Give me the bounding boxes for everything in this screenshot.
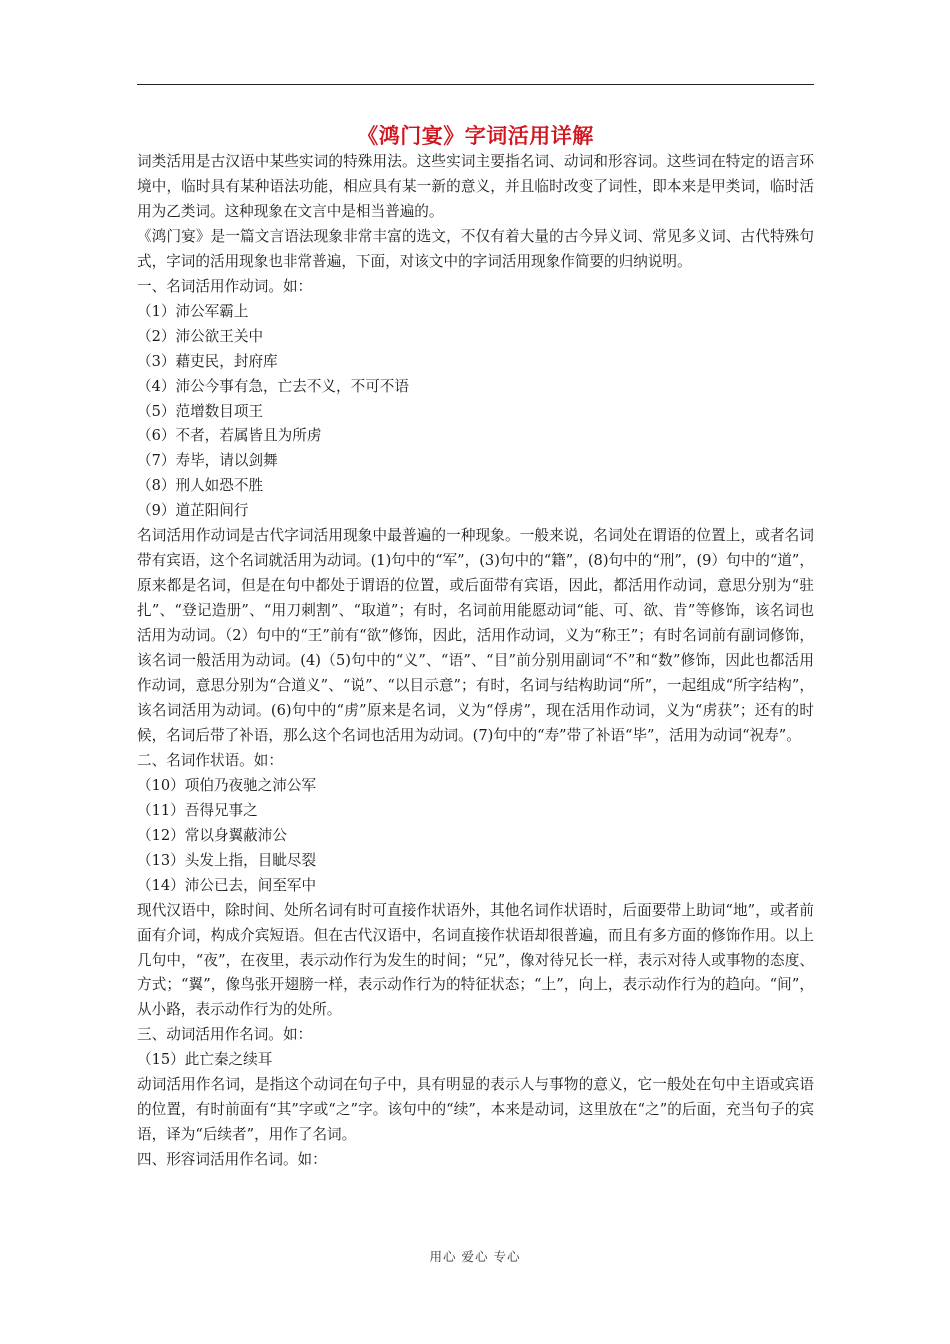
- example-item: （8）刑人如恐不胜: [137, 477, 264, 495]
- example-item: （15）此亡秦之续耳: [137, 1051, 273, 1069]
- example-item: （10）项伯乃夜驰之沛公军: [137, 776, 317, 794]
- example-item: （2）沛公欲王关中: [137, 327, 264, 345]
- example-item: （9）道芷阳间行: [137, 502, 249, 520]
- page-title: 《鸿门宴》字词活用详解: [357, 123, 594, 148]
- example-item: （1）沛公军霸上: [137, 302, 249, 320]
- example-item: （12）常以身翼蔽沛公: [137, 826, 287, 844]
- explanation-paragraph: 现代汉语中，除时间、处所名词有时可直接作状语外，其他名词作状语时，后面要带上助词“地”，或者前面有介词，构成介宾短语。但在古代汉语中，名词直接作状语却很普遍，而且有多方面的修饰作用。以上几句中，“夜”，在夜里，表示动作行为发生的时间；“兄”，像对待兄长一样，表示对待人或事物的态度、方式；“翼”，像鸟张开翅膀一样，表示动作行为的特征状态；“上”，向上，表示动作行为的趋向。“间”，从小路，表示动作行为的处所。: [137, 901, 814, 1019]
- section-heading: 一、名词活用作动词。如：: [137, 277, 313, 295]
- example-item: （4）沛公今事有急，亡去不义，不可不语: [137, 377, 409, 395]
- intro-paragraph: 词类活用是古汉语中某些实词的特殊用法。这些实词主要指名词、动词和形容词。这些词在特定的语言环境中，临时具有某种语法功能，相应具有某一新的意义，并且临时改变了词性，即本来是甲类词，临时活用为乙类词。这种现象在文言中是相当普遍的。: [137, 153, 814, 220]
- example-item: （3）藉吏民，封府库: [137, 352, 278, 370]
- section-heading: 二、名词作状语。如：: [137, 751, 283, 769]
- page-footer: 用心 爱心 专心: [429, 1249, 521, 1264]
- example-item: （6）不者，若属皆且为所虏: [137, 427, 322, 445]
- section-heading: 三、动词活用作名词。如：: [137, 1026, 313, 1044]
- example-item: （11）吾得兄事之: [137, 801, 258, 819]
- example-item: （7）寿毕，请以剑舞: [137, 452, 278, 470]
- intro-paragraph: 《鸿门宴》是一篇文言语法现象非常丰富的选文，不仅有着大量的古今异义词、常见多义词、古代特殊句式，字词的活用现象也非常普遍，下面，对该文中的字词活用现象作简要的归纳说明。: [137, 227, 814, 270]
- explanation-paragraph: 动词活用作名词，是指这个动词在句子中，具有明显的表示人与事物的意义，它一般处在句中主语或宾语的位置，有时前面有“其”字或“之”字。该句中的“续”，本来是动词，这里放在“之”的后面，充当句子的宾语，译为“后续者”，用作了名词。: [137, 1076, 814, 1144]
- header-rule: [137, 84, 814, 85]
- example-item: （5）范增数目项王: [137, 402, 264, 420]
- example-item: （14）沛公已去，间至军中: [137, 876, 317, 894]
- section-heading: 四、形容词活用作名词。如：: [137, 1151, 327, 1169]
- example-item: （13）头发上指，目眦尽裂: [137, 851, 317, 869]
- explanation-paragraph: 名词活用作动词是古代字词活用现象中最普遍的一种现象。一般来说，名词处在谓语的位置上，或者名词带有宾语，这个名词就活用为动词。(1)句中的“军”，(3)句中的“籍”，(8)句中的“刑”，(9）句中的“道”，原来都是名词，但是在句中都处于谓语的位置，或后面带有宾语，因此，都活用作动词，意思分别为“驻扎”、“登记造册”、“用刀刺割”、“取道”；有时，名词前用能愿动词“能、可、欲、肯”等修饰，该名词也活用为动词。（2）句中的“王”前有“欲”修饰，因此，活用作动词，义为“称王”；有时名词前有副词修饰，该名词一般活用为动词。(4)（5)句中的“义”、“语”、“目”前分别用副词“不”和“数”修饰，因此也都活用作动词，意思分别为“合道义”、“说”、“以目示意”；有时，名词与结构助词“所”，一起组成“所字结构”，该名词活用为动词。(6)句中的“虏”原来是名词，义为“俘虏”，现在活用作动词，义为“虏获”；还有的时候，名词后带了补语，那么这个名词也活用为动词。(7)句中的“寿”带了补语“毕”，活用为动词“祝寿”。: [137, 527, 814, 744]
- document-body: [137, 150, 814, 1173]
